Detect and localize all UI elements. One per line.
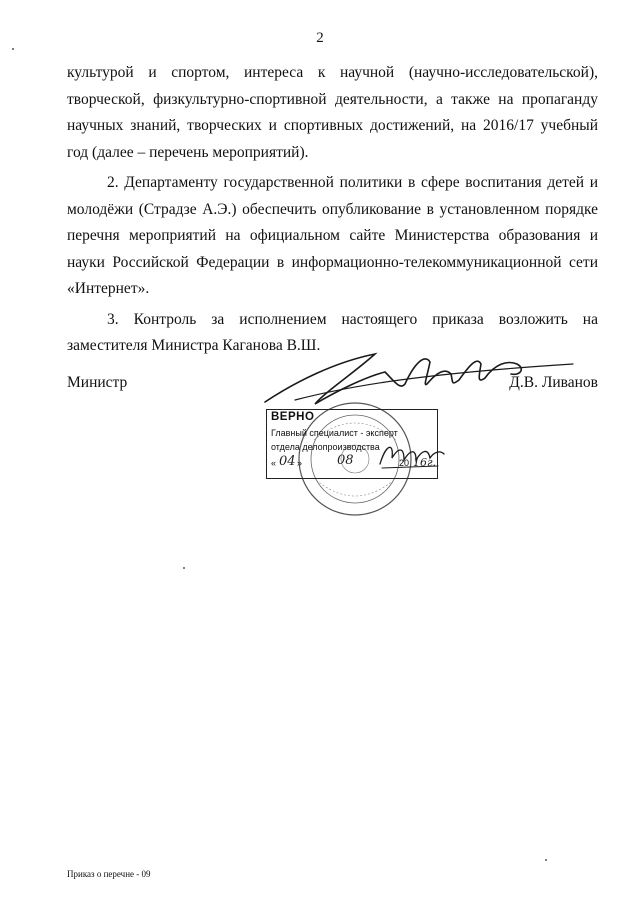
signatory-title: Министр xyxy=(67,374,128,391)
stamp-handwritten-year: 16г. xyxy=(413,456,437,469)
paragraph-continuation: культурой и спортом, интереса к научной (научно-исследовательской), творческой, физкультурно-спортивной деятельности, а также на пропаганду научных знаний, творческих и спортивных достижений, на 2016/17 учебный год (далее – перечень мероприятий). xyxy=(67,64,598,161)
scan-speck xyxy=(183,567,185,569)
document-footer: Приказ о перечне - 09 xyxy=(67,869,151,879)
scan-speck xyxy=(12,48,14,50)
stamp-signature xyxy=(376,436,448,472)
signatory-name: Д.В. Ливанов xyxy=(509,374,598,391)
stamp-header: ВЕРНО xyxy=(271,411,315,423)
stamp-date-close-quote: » xyxy=(297,458,303,468)
body-text xyxy=(67,60,598,364)
stamp-department: отдела делопроизводства xyxy=(271,442,380,452)
scan-speck xyxy=(545,859,547,861)
stamp-date-year: 20 xyxy=(399,458,410,468)
stamp-date-open-quote: « xyxy=(271,458,277,468)
page-number: 2 xyxy=(316,30,324,46)
stamp-handwritten-day: 04 xyxy=(279,454,296,469)
paragraph-item-3: 3. Контроль за исполнением настоящего приказа возложить на заместителя Министра Каганова В.Ш. xyxy=(67,310,598,354)
stamp-position: Главный специалист - эксперт xyxy=(271,428,398,438)
paragraph-item-2: 2. Департаменту государственной политики в сфере воспитания детей и молодёжи (Страдзе А.Э.) обеспечить опубликование в установленном порядке перечня мероприятий на официальном сайте Министерства образования и науки Российской Федерации в информационно-телекоммуникационной сети «Интернет». xyxy=(67,174,598,297)
stamp-handwritten-month: 08 xyxy=(337,453,354,468)
